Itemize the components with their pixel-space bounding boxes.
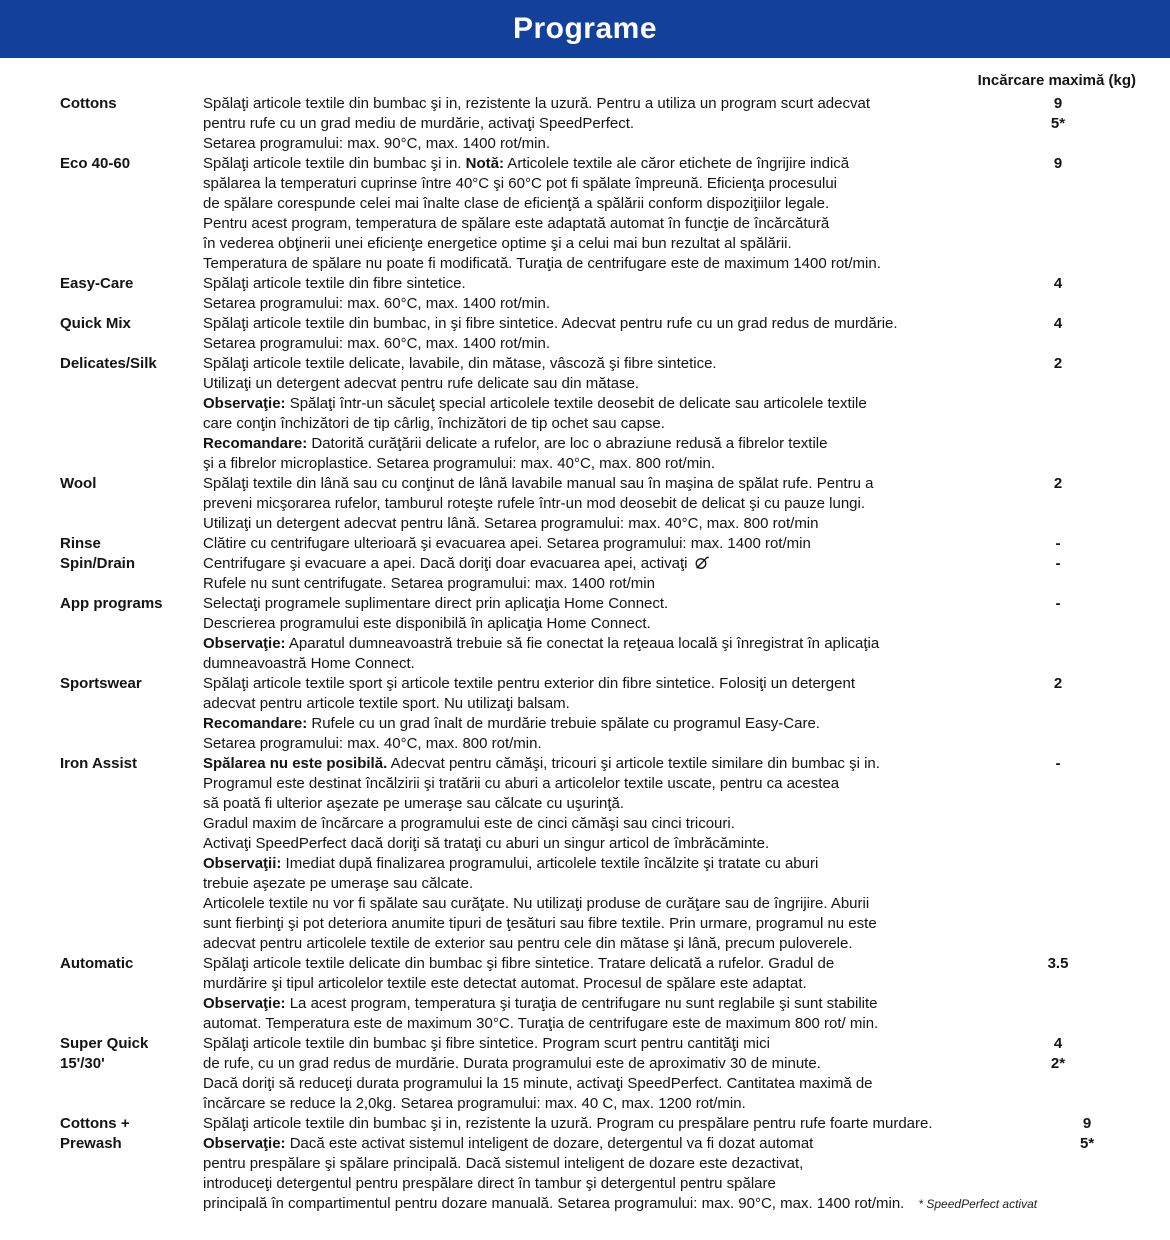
description-text: Temperatura de spălare nu poate fi modificată. Turaţia de centrifugare este de maximum 1400 rot/min. [203, 255, 881, 272]
program-max-load [1008, 674, 1108, 694]
description-line [203, 334, 1008, 354]
program-description [203, 154, 1008, 274]
program-name-line: Sportswear [60, 675, 142, 692]
description-text-bold: Observaţie: [203, 995, 286, 1012]
program-name [0, 154, 203, 174]
description-text: Imediat după finalizarea programului, articolele textile încălzite şi tratate cu aburi [281, 855, 819, 872]
description-text-bold: Recomandare: [203, 715, 308, 732]
description-text: adecvat pentru articole textile sport. Nu utilizaţi balsam. [203, 695, 570, 712]
program-description [203, 1114, 1037, 1214]
max-load-value: 2 [1053, 355, 1063, 372]
description-line [203, 414, 1008, 434]
description-text: Centrifugare şi evacuare a apei. Dacă doriţi doar evacuarea apei, activaţi [203, 555, 692, 572]
program-name-line: Cottons + [60, 1115, 130, 1132]
description-line [203, 114, 1008, 134]
description-text-bold: Notă: [465, 155, 504, 172]
description-line [203, 394, 1008, 414]
description-line [203, 234, 1008, 254]
program-row [0, 554, 1170, 594]
max-load-value: 9 [1053, 95, 1063, 112]
program-description [203, 674, 1008, 754]
description-text: Dacă este activat sistemul inteligent de dozare, detergentul va fi dozat automat [285, 1135, 814, 1152]
program-row [0, 314, 1170, 354]
description-line [203, 1154, 1037, 1174]
program-name [0, 954, 203, 974]
description-text: murdărire şi tipul articolelor textile este detectat automat. Procesul de spălare este adaptat. [203, 975, 807, 992]
max-load-value: - [1055, 535, 1061, 552]
description-line [203, 934, 1008, 954]
description-text: să poată fi ulterior aşezate pe umeraşe sau călcate cu uşurinţă. [203, 795, 625, 812]
description-text: trebuie aşezate pe umeraşe sau călcate. [203, 875, 474, 892]
program-description [203, 554, 1008, 594]
description-line [203, 1034, 1008, 1054]
description-line [203, 874, 1008, 894]
page-title: Programe [512, 12, 658, 45]
description-text: automat. Temperatura este de maximum 30°C. Turaţia de centrifugare este de maximum 800 rot/ min. [203, 1015, 879, 1032]
description-text: Spălaţi articole textile din bumbac şi in, rezistente la uzură. Pentru a utiliza un program scurt adecvat [203, 95, 871, 112]
program-max-load [1008, 94, 1108, 134]
description-text: Dacă doriţi să reduceţi durata programului la 15 minute, activaţi SpeedPerfect. Cantitatea maximă de [203, 1075, 873, 1092]
description-line [203, 1194, 1037, 1214]
program-name [0, 94, 203, 114]
description-line [203, 1114, 1037, 1134]
description-text: Spălaţi articole textile sport şi articole textile pentru exterior din fibre sintetice. Folosiţi un detergent [203, 675, 855, 692]
description-line [203, 734, 1008, 754]
description-text: pentru prespălare şi spălare principală. Dacă sistemul inteligent de dozare este dezactivat, [203, 1155, 804, 1172]
program-description [203, 314, 1008, 354]
program-max-load [1037, 1114, 1137, 1154]
description-line [203, 694, 1008, 714]
description-text: sunt fierbinţi şi pot deteriora anumite tipuri de ţesături sau fibre textile. Prin urmare, programul nu este [203, 915, 877, 932]
program-max-load [1008, 314, 1108, 334]
max-load-value: 9 [1082, 1115, 1092, 1132]
description-text: La acest program, temperatura şi turaţia de centrifugare nu sunt reglabile şi sunt stabilite [285, 995, 878, 1012]
description-text: spălarea la temperaturi cuprinse între 40°C şi 60°C pot fi spălate împreună. Eficienţa procesului [203, 175, 837, 192]
program-name-line: Cottons [60, 95, 117, 112]
description-line [203, 1094, 1008, 1114]
description-line [203, 1134, 1037, 1154]
description-line [203, 434, 1008, 454]
description-text: Spălaţi textile din lână sau cu conţinut de lână lavabile manual sau în maşina de spălat rufe. Pentru a [203, 475, 874, 492]
description-text: Spălaţi articole textile din fibre sintetice. [203, 275, 466, 292]
description-text-bold: Observaţie: [203, 395, 286, 412]
description-text: de rufe, cu un grad redus de murdărie. Durata programului este de aproximativ 30 de minute. [203, 1055, 821, 1072]
program-name [0, 354, 203, 374]
program-description [203, 274, 1008, 314]
load-column-header: Incărcare maximă (kg) [977, 72, 1136, 89]
program-name-line: Iron Assist [60, 755, 137, 772]
description-line [203, 314, 1008, 334]
description-line [203, 854, 1008, 874]
description-line [203, 1014, 1008, 1034]
program-name [0, 754, 203, 774]
description-text: Spălaţi articole textile din bumbac, in şi fibre sintetice. Adecvat pentru rufe cu un grad redus de murdărie. [203, 315, 898, 332]
description-text-bold: Observaţie: [203, 635, 286, 652]
description-text: Spălaţi într-un săculeţ special articolele textile deosebit de delicate sau articolele textile [285, 395, 867, 412]
program-row [0, 354, 1170, 474]
description-line [203, 494, 1008, 514]
description-line [203, 354, 1008, 374]
program-description [203, 594, 1008, 674]
max-load-value: 3.5 [1047, 955, 1069, 972]
description-text: Utilizaţi un detergent adecvat pentru rufe delicate sau din mătase. [203, 375, 640, 392]
max-load-value: 9 [1053, 155, 1063, 172]
description-line [203, 794, 1008, 814]
program-name-line: 15'/30' [60, 1055, 105, 1072]
program-description [203, 754, 1008, 954]
program-description [203, 534, 1008, 554]
description-text: în vederea obţinerii unei eficienţe energetice optime şi a celui mai bun rezultat al spălării. [203, 235, 792, 252]
description-line [203, 174, 1008, 194]
description-text: Gradul maxim de încărcare a programului este de cinci cămăşi sau cinci tricouri. [203, 815, 735, 832]
description-text: Adecvat pentru cămăşi, tricouri şi articole textile similare din bumbac şi in. [387, 755, 880, 772]
description-text: Pentru acest program, temperatura de spălare este adaptată automat în funcţie de încărcătură [203, 215, 830, 232]
max-load-value: 2 [1053, 475, 1063, 492]
description-text: adecvat pentru articolele textile de exterior sau pentru cele din mătase şi lână, precum puloverele. [203, 935, 853, 952]
description-line [203, 594, 1008, 614]
description-line [203, 1174, 1037, 1194]
program-name-line: App programs [60, 595, 163, 612]
description-line [203, 194, 1008, 214]
description-line [203, 534, 1008, 554]
program-max-load [1008, 474, 1108, 494]
program-row [0, 94, 1170, 154]
description-text: Datorită curăţării delicate a rufelor, are loc o abraziune redusă a fibrelor textile [307, 435, 828, 452]
description-text: Rufele cu un grad înalt de murdărie trebuie spălate cu programul Easy-Care. [307, 715, 820, 732]
description-text: pentru rufe cu un grad mediu de murdărie, activaţi SpeedPerfect. [203, 115, 635, 132]
program-name [0, 674, 203, 694]
program-row [0, 1114, 1170, 1214]
program-name [0, 534, 203, 554]
description-line [203, 894, 1008, 914]
description-line [203, 634, 1008, 654]
description-text: Utilizaţi un detergent adecvat pentru lână. Setarea programului: max. 40°C, max. 800 rot/min [203, 515, 819, 532]
description-text: Spălaţi articole textile din bumbac şi in, rezistente la uzură. Program cu prespălare pentru rufe foarte murdare. [203, 1115, 933, 1132]
program-name [0, 474, 203, 494]
program-description [203, 1034, 1008, 1114]
description-text: Selectaţi programele suplimentare direct prin aplicaţia Home Connect. [203, 595, 669, 612]
description-text: preveni micşorarea rufelor, tamburul roteşte rufele într-un mod deosebit de delicat şi cu pauze lungi. [203, 495, 866, 512]
program-name-line: Quick Mix [60, 315, 131, 332]
program-description [203, 94, 1008, 154]
program-name-line: Spin/Drain [60, 555, 136, 572]
description-line [203, 714, 1008, 734]
max-load-value: 2* [1050, 1055, 1066, 1072]
program-name-line: Eco 40-60 [60, 155, 131, 172]
program-row [0, 954, 1170, 1034]
description-line [203, 154, 1008, 174]
description-line [203, 254, 1008, 274]
description-text: Programul este destinat încălzirii şi tratării cu aburi a articolelor textile uscate, pentru ca acestea [203, 775, 840, 792]
program-name [0, 554, 203, 574]
description-line [203, 674, 1008, 694]
max-load-value: 4 [1053, 275, 1063, 292]
description-line [203, 94, 1008, 114]
program-description [203, 354, 1008, 474]
description-text-bold: Spălarea nu este posibilă. [203, 755, 388, 772]
description-text: Clătire cu centrifugare ulterioară şi evacuarea apei. Setarea programului: max. 1400 rot/min [203, 535, 811, 552]
description-text: Activaţi SpeedPerfect dacă doriţi să trataţi cu aburi un singur articol de îmbrăcăminte. [203, 835, 770, 852]
description-line [203, 294, 1008, 314]
program-description [203, 954, 1008, 1034]
description-line [203, 994, 1008, 1014]
no-spin-icon [694, 554, 711, 571]
description-line [203, 574, 1008, 594]
description-text: Setarea programului: max. 60°C, max. 1400 rot/min. [203, 295, 550, 312]
program-max-load [1008, 754, 1108, 774]
description-text: principală în compartimentul pentru dozare manuală. Setarea programului: max. 90°C, max. 1400 rot/min. [203, 1195, 905, 1212]
description-line [203, 614, 1008, 634]
program-row [0, 154, 1170, 274]
program-row [0, 754, 1170, 954]
max-load-value: 4 [1053, 315, 1063, 332]
program-max-load [1008, 534, 1108, 554]
program-name [0, 1034, 203, 1074]
program-name-line: Automatic [60, 955, 134, 972]
description-line [203, 1054, 1008, 1074]
program-name-line: Prewash [60, 1135, 122, 1152]
description-line [203, 134, 1008, 154]
program-row [0, 674, 1170, 754]
description-line [203, 954, 1008, 974]
description-text: de spălare corespunde celei mai înalte clase de eficienţă a spălării conform dispoziţiilor legale. [203, 195, 830, 212]
program-row [0, 474, 1170, 534]
description-line [203, 514, 1008, 534]
description-text-bold: Observaţie: [203, 1135, 286, 1152]
description-text-bold: Recomandare: [203, 435, 308, 452]
max-load-value: 5* [1050, 115, 1066, 132]
description-line [203, 814, 1008, 834]
description-text-bold: Observaţii: [203, 855, 282, 872]
description-line [203, 914, 1008, 934]
program-name-line: Super Quick [60, 1035, 149, 1052]
program-max-load [1008, 354, 1108, 374]
description-text: Spălaţi articole textile din bumbac şi fibre sintetice. Program scurt pentru cantităţi mici [203, 1035, 770, 1052]
program-max-load [1008, 1034, 1108, 1074]
description-line [203, 374, 1008, 394]
program-row [0, 534, 1170, 554]
program-max-load [1008, 594, 1108, 614]
footnote: * SpeedPerfect activat [918, 1197, 1038, 1211]
description-line [203, 1074, 1008, 1094]
program-max-load [1008, 274, 1108, 294]
description-text: Aparatul dumneavoastră trebuie să fie conectat la reţeaua locală şi înregistrat în aplicaţia [285, 635, 880, 652]
description-text: Spălaţi articole textile delicate din bumbac şi fibre sintetice. Tratare delicată a rufelor. Gradul de [203, 955, 835, 972]
description-text: Spălaţi articole textile din bumbac şi in. [203, 155, 466, 172]
program-row [0, 594, 1170, 674]
max-load-value: - [1055, 755, 1061, 772]
program-row [0, 1034, 1170, 1114]
description-text: şi a fibrelor microplastice. Setarea programului: max. 40°C, max. 800 rot/min. [203, 455, 716, 472]
description-line [203, 834, 1008, 854]
program-name-line: Delicates/Silk [60, 355, 157, 372]
program-description [203, 474, 1008, 534]
description-text: introduceţi detergentul pentru prespălare direct în tambur şi detergentul pentru spălare [203, 1175, 776, 1192]
program-max-load [1008, 554, 1108, 574]
description-text: Rufele nu sunt centrifugate. Setarea programului: max. 1400 rot/min [203, 575, 655, 592]
description-line [203, 454, 1008, 474]
program-max-load [1008, 954, 1108, 974]
description-text: care conţin închizători de tip cârlig, închizători de tip ochet sau capse. [203, 415, 665, 432]
description-text: Setarea programului: max. 40°C, max. 800 rot/min. [203, 735, 542, 752]
program-name-line: Wool [60, 475, 97, 492]
header-bar [0, 0, 1170, 58]
program-name-line: Easy-Care [60, 275, 134, 292]
program-name-line: Rinse [60, 535, 101, 552]
description-text: încărcare se reduce la 2,0kg. Setarea programului: max. 40 C, max. 1200 rot/min. [203, 1095, 746, 1112]
program-max-load [1008, 154, 1108, 174]
description-line [203, 554, 1008, 574]
description-text: Spălaţi articole textile delicate, lavabile, din mătase, vâscoză şi fibre sintetice. [203, 355, 717, 372]
max-load-value: - [1055, 595, 1061, 612]
description-line [203, 214, 1008, 234]
program-name [0, 314, 203, 334]
max-load-value: - [1055, 555, 1061, 572]
description-line [203, 654, 1008, 674]
description-text: Descrierea programului este disponibilă în aplicaţia Home Connect. [203, 615, 651, 632]
description-line [203, 754, 1008, 774]
programs-table [0, 94, 1170, 1214]
description-text: Setarea programului: max. 90°C, max. 1400 rot/min. [203, 135, 550, 152]
description-text: Setarea programului: max. 60°C, max. 1400 rot/min. [203, 335, 550, 352]
description-line [203, 974, 1008, 994]
max-load-value: 5* [1080, 1135, 1095, 1152]
program-name [0, 1114, 203, 1154]
program-row [0, 274, 1170, 314]
description-text: Articolele textile ale căror etichete de îngrijire indică [503, 155, 850, 172]
description-line [203, 774, 1008, 794]
description-text: Articolele textile nu vor fi spălate sau curăţate. Nu utilizaţi produse de curăţare sau de îngrijire. Aburii [203, 895, 870, 912]
description-line [203, 274, 1008, 294]
max-load-value: 4 [1053, 1035, 1063, 1052]
max-load-value: 2 [1053, 675, 1063, 692]
description-text: dumneavoastră Home Connect. [203, 655, 415, 672]
description-line [203, 474, 1008, 494]
program-name [0, 274, 203, 294]
program-name [0, 594, 203, 614]
